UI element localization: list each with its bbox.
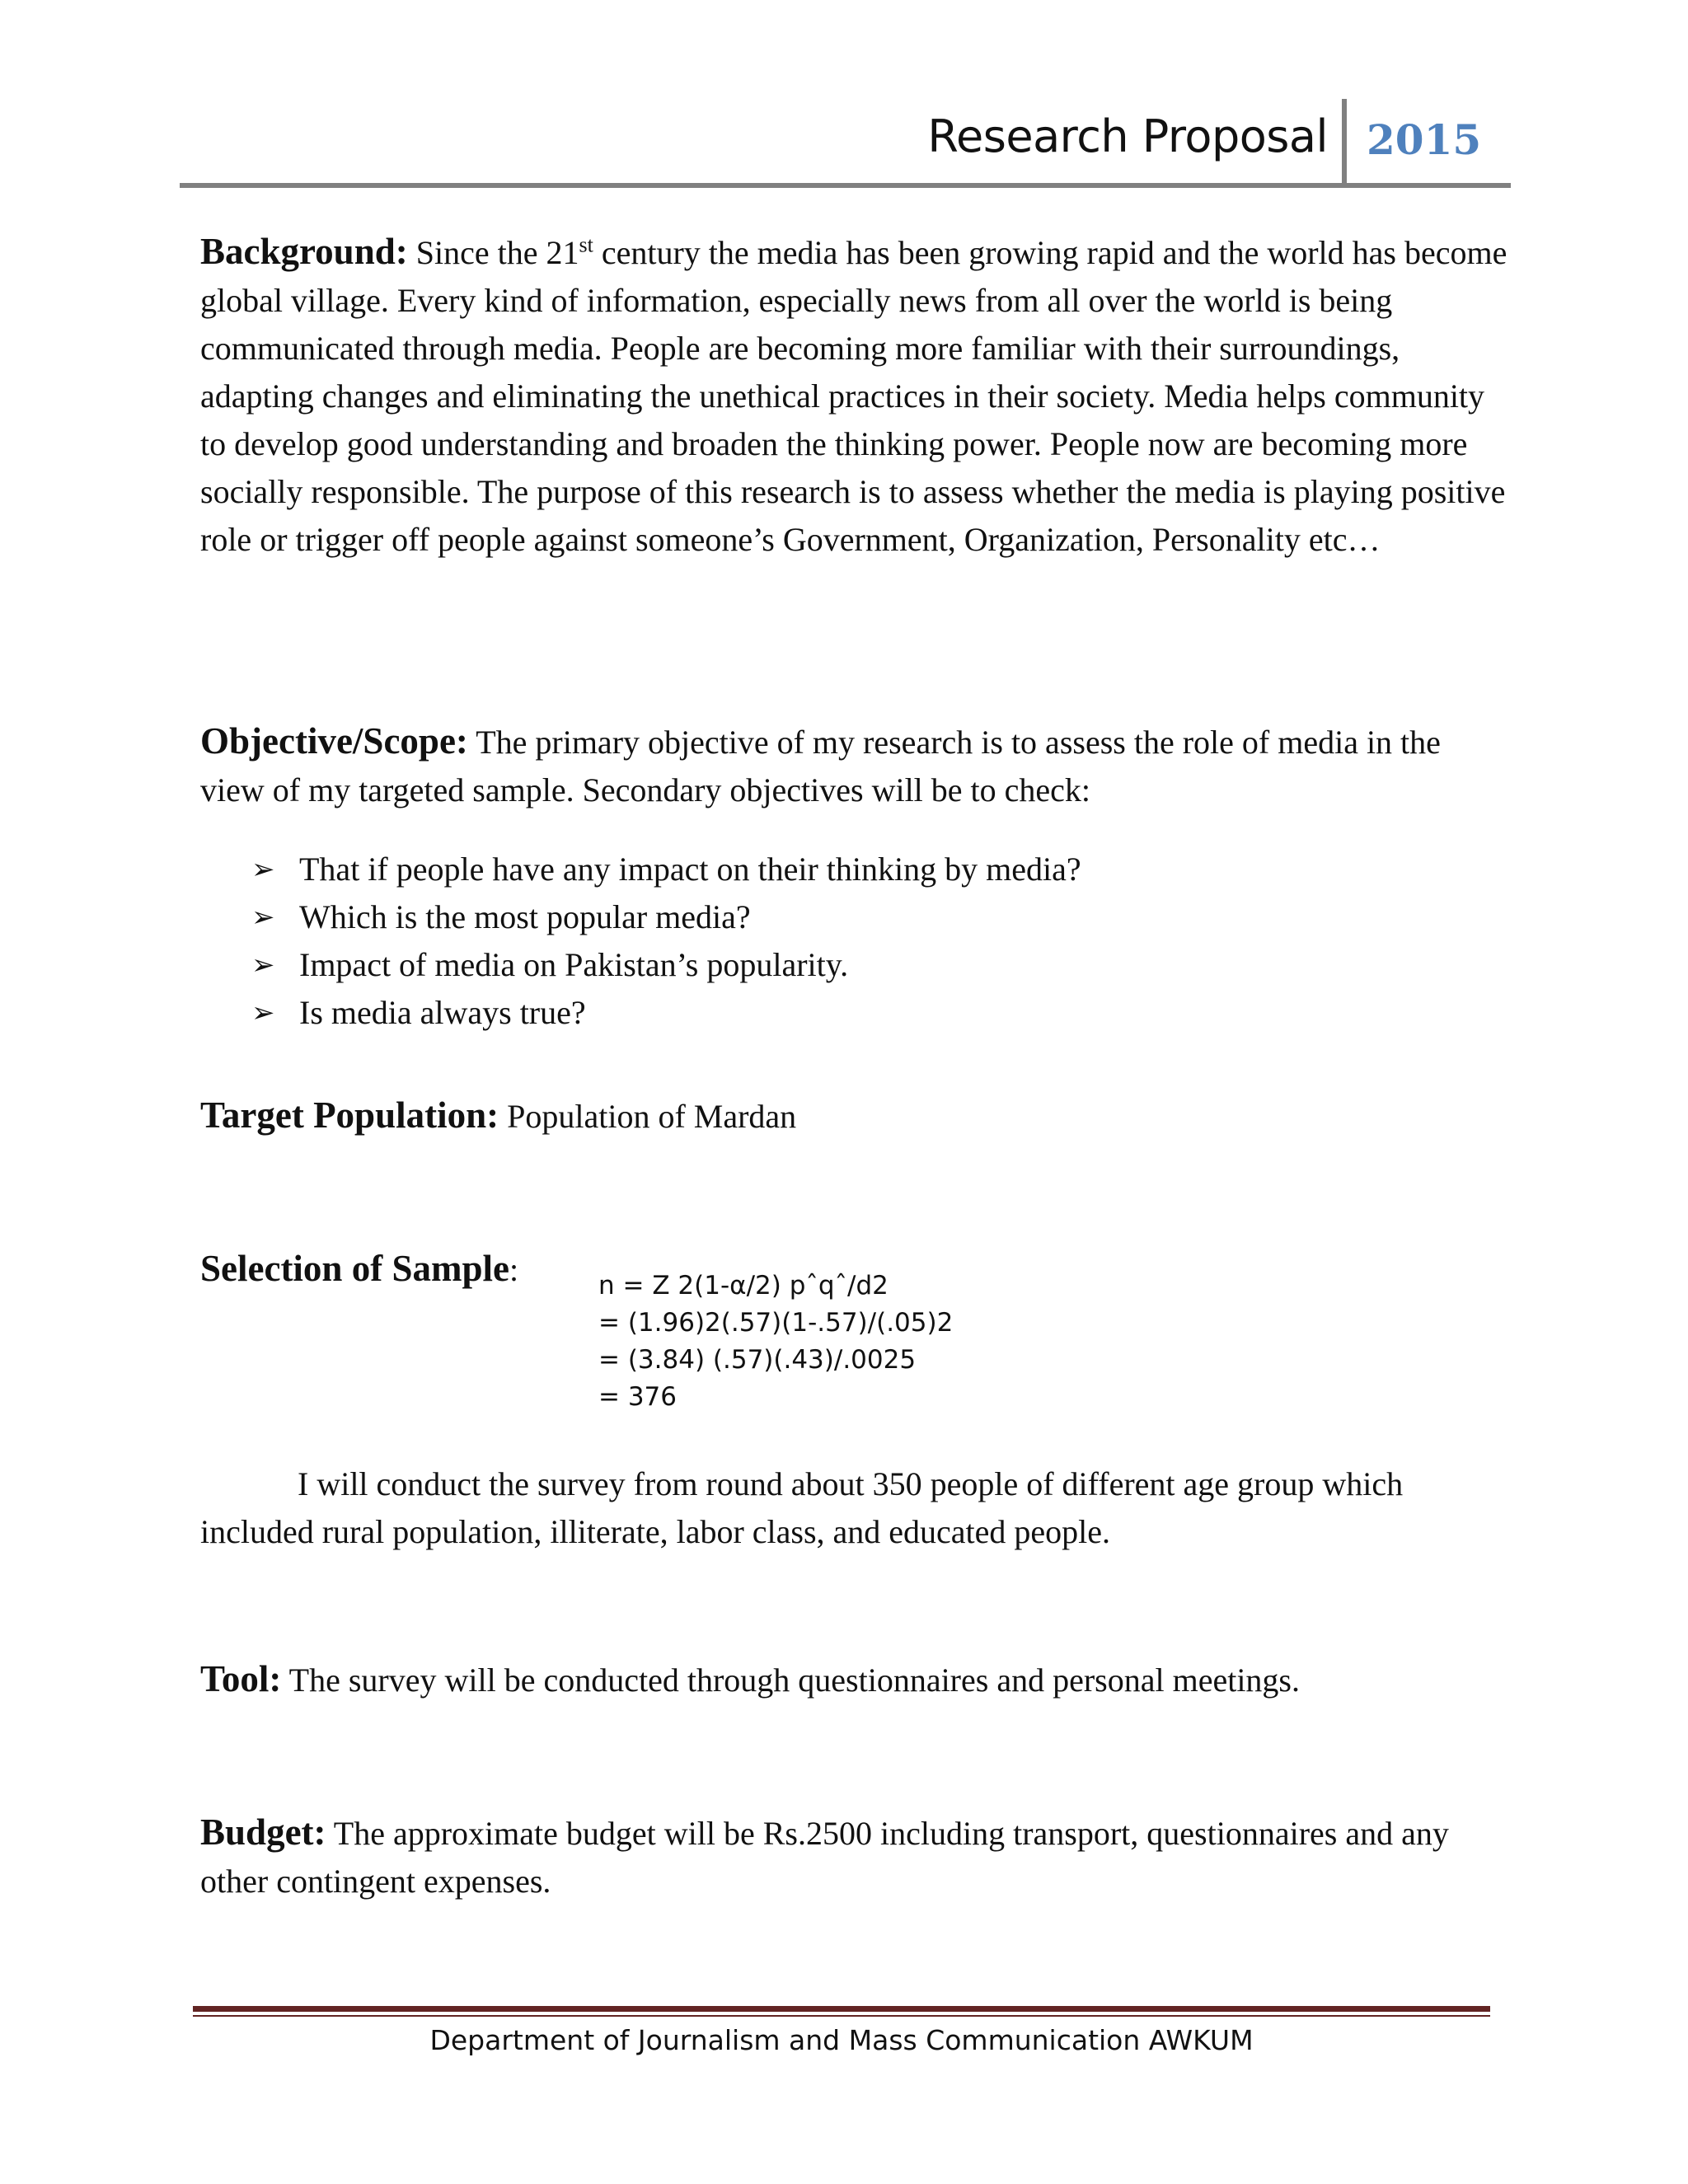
- list-item-text: Which is the most popular media?: [299, 898, 751, 935]
- objective-paragraph: [200, 717, 1511, 814]
- budget-paragraph: [200, 1808, 1511, 1905]
- budget-section: [200, 1808, 1511, 1905]
- footer-text: Department of Journalism and Mass Communication AWKUM: [429, 2024, 1254, 2056]
- budget-label: Budget:: [200, 1811, 326, 1853]
- list-item: [200, 893, 1511, 941]
- background-label: Background:: [200, 231, 408, 272]
- objective-label: Objective/Scope:: [200, 720, 468, 762]
- list-item: [200, 941, 1511, 989]
- tool-text: The survey will be conducted through questionnaires and personal meetings.: [281, 1661, 1300, 1699]
- target-population-text: Population of Mardan: [499, 1098, 797, 1135]
- footer-rule-thin: [193, 2015, 1490, 2017]
- formula-line: = (3.84) (.57)(.43)/.0025: [598, 1345, 917, 1375]
- tool-section: [200, 1655, 1511, 1704]
- background-superscript: st: [579, 232, 593, 257]
- list-item-text: Impact of media on Pakistan’s popularity.: [299, 946, 849, 983]
- list-item-text: That if people have any impact on their thinking by media?: [299, 851, 1081, 888]
- arrow-bullet-icon: ➢: [251, 996, 275, 1029]
- sample-selection-colon: :: [509, 1251, 519, 1288]
- header-rule: [180, 183, 1511, 188]
- survey-paragraph: [200, 1460, 1511, 1556]
- arrow-bullet-icon: ➢: [251, 853, 275, 886]
- target-population-section: [200, 1091, 1511, 1141]
- tool-label: Tool:: [200, 1658, 282, 1699]
- objective-text: The primary objective of my research is to assess the role of media in the view of my targeted sample. Secondary objectives will be to check:: [200, 724, 1441, 808]
- target-population-paragraph: [200, 1091, 1511, 1141]
- list-item: [200, 989, 1511, 1037]
- sample-size-formula: [598, 1268, 953, 1416]
- list-item-text: Is media always true?: [299, 994, 586, 1031]
- formula-line: n = Z 2(1-α/2) pˆqˆ/d2: [598, 1271, 889, 1301]
- background-text-start: Since the 21: [407, 234, 579, 271]
- list-item: [200, 846, 1511, 893]
- survey-text: I will conduct the survey from round about 350 people of different age group which included rural population, illiterate, labor class, and educated people.: [200, 1465, 1404, 1550]
- background-section: [200, 227, 1511, 564]
- arrow-bullet-icon: ➢: [251, 901, 275, 934]
- formula-line: = (1.96)2(.57)(1-.57)/(.05)2: [598, 1308, 954, 1338]
- objective-section: [200, 717, 1511, 814]
- formula-line: = 376: [598, 1382, 677, 1412]
- background-paragraph: [200, 227, 1511, 564]
- survey-section: [200, 1460, 1511, 1556]
- background-text: century the media has been growing rapid and the world has become global village. Every kind of information, especially news from all over the world is being communicated through media. People are becoming more familiar with their surroundings, adapting changes and eliminating the unethical practices in their society. Media helps community to develop good understanding and broaden the thinking power. People now are becoming more socially responsible. The purpose of this research is to assess whether the media is playing positive role or trigger off people against someone’s Government, Organization, Personality etc…: [200, 234, 1507, 558]
- objective-list: [200, 846, 1511, 1037]
- page-header: [180, 97, 1511, 188]
- header-divider: [1342, 99, 1347, 186]
- sample-selection-label: Selection of Sample: [200, 1248, 509, 1289]
- arrow-bullet-icon: ➢: [251, 949, 275, 982]
- header-title: Research Proposal: [927, 110, 1328, 162]
- budget-text: The approximate budget will be Rs.2500 including transport, questionnaires and any other contingent expenses.: [200, 1815, 1449, 1900]
- footer-rule: [193, 2006, 1490, 2012]
- target-population-label: Target Population:: [200, 1094, 499, 1136]
- tool-paragraph: [200, 1655, 1511, 1704]
- header-year: 2015: [1367, 115, 1482, 164]
